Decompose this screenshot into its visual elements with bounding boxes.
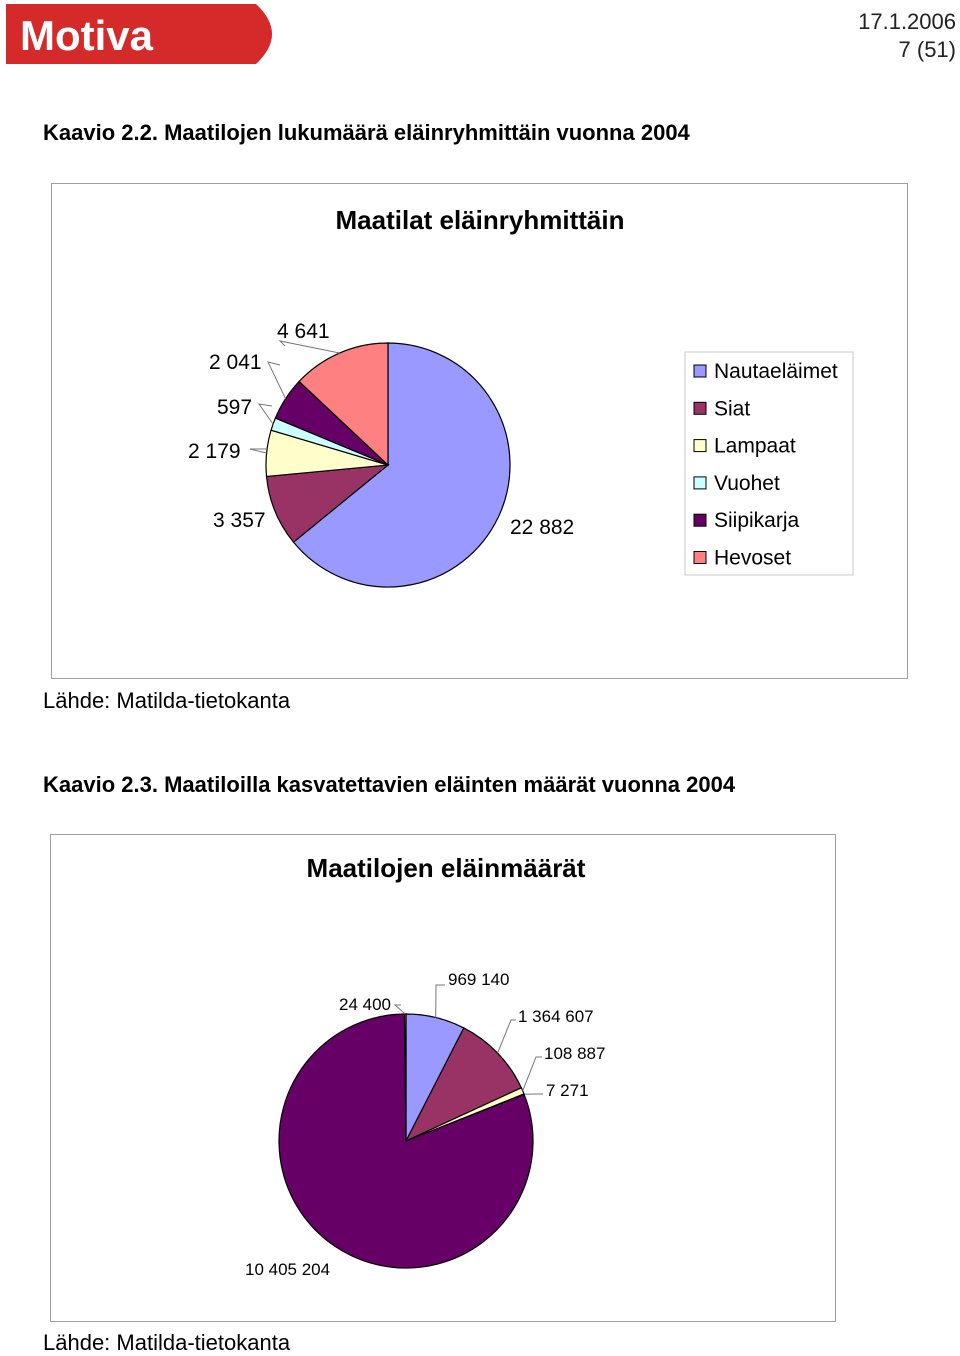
chart1-legend [685,352,853,575]
figure2-caption: Kaavio 2.3. Maatiloilla kasvatettavien eläinten määrät vuonna 2004 [43,772,735,798]
chart2-pie [51,835,835,1321]
figure1-caption: Kaavio 2.2. Maatilojen lukumäärä eläinryhmittäin vuonna 2004 [43,120,690,146]
chart1-legend-swatch-1 [694,402,706,414]
motiva-logo [6,4,288,64]
chart1-legend-label-5: Hevoset [714,547,791,570]
chart2-data-label-3: 7 271 [546,1081,589,1100]
chart2-frame [50,834,836,1322]
document-date: 17.1.2006 [858,8,956,36]
chart1-frame [51,183,908,679]
chart2-data-label-1: 1 364 607 [518,1007,594,1026]
page-number: 7 (51) [858,36,956,64]
chart1-leader-2 [250,449,267,453]
figure1-source: Lähde: Matilda-tietokanta [43,688,290,714]
logo-text: Motiva [20,12,154,59]
chart1-data-label-4: 2 041 [209,351,262,374]
chart2-leader-2 [523,1057,542,1091]
chart1-legend-label-2: Lampaat [714,435,796,458]
chart1-data-label-1: 3 357 [213,509,266,532]
chart1-data-label-0: 22 882 [510,516,574,539]
chart1-legend-swatch-0 [694,365,706,377]
chart1-data-label-5: 4 641 [277,320,330,343]
chart2-leader-1 [498,1020,516,1053]
chart2-data-label-4: 10 405 204 [245,1260,330,1279]
chart2-leader-5 [395,1005,405,1014]
chart1-leader-3 [259,404,273,424]
page-header-meta [858,8,956,64]
chart2-data-label-2: 108 887 [544,1044,605,1063]
figure2-source: Lähde: Matilda-tietokanta [43,1330,290,1356]
chart1-legend-label-1: Siat [714,397,750,420]
chart1-legend-label-0: Nautaeläimet [714,360,838,383]
chart1-legend-swatch-3 [694,477,706,489]
chart1-title: Maatilat eläinryhmittäin [336,205,625,235]
chart1-legend-label-3: Vuohet [714,472,780,495]
chart1-legend-label-4: Siipikarja [714,509,800,532]
chart2-title: Maatilojen eläinmäärät [307,853,586,883]
chart2-leader-0 [436,985,445,1018]
chart2-data-label-5: 24 400 [339,995,391,1014]
chart1-legend-swatch-5 [694,552,706,564]
chart2-data-label-0: 969 140 [448,970,509,989]
chart1-data-label-2: 2 179 [188,440,241,463]
chart1-legend-swatch-2 [694,440,706,452]
chart1-pie [52,184,907,678]
chart1-leader-4 [268,362,286,399]
chart1-data-label-3: 597 [217,396,252,419]
chart1-legend-swatch-4 [694,514,706,526]
